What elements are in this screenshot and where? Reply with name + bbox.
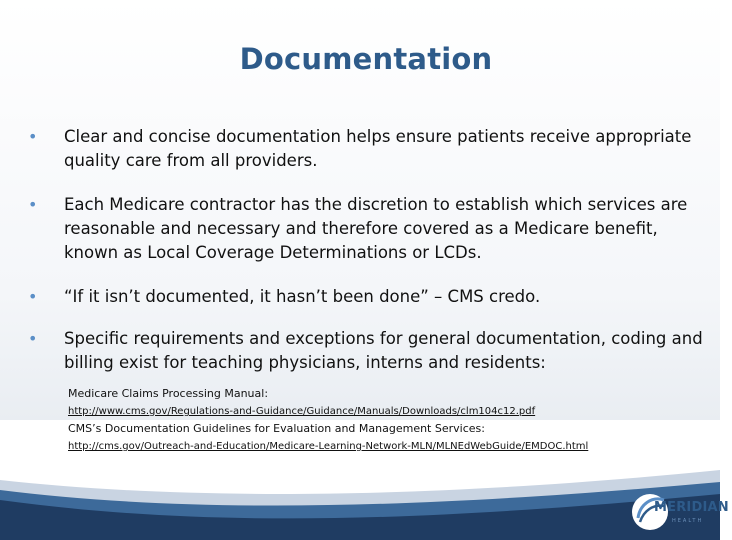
bullet-text: Clear and concise documentation helps ensure patients receive appropriate quality care from all providers. [64, 127, 692, 170]
bullet-text: Specific requirements and exceptions for general documentation, coding and billing exist for teaching physicians, interns and residents: [64, 329, 703, 372]
bullet-icon: • [28, 287, 38, 306]
reference-label-em-guidelines: CMS’s Documentation Guidelines for Evaluation and Management Services: [68, 422, 485, 435]
reference-block [68, 385, 688, 455]
bullet-icon: • [28, 329, 38, 348]
reference-label-claims-manual: Medicare Claims Processing Manual: [68, 387, 269, 400]
reference-link-em-guidelines[interactable]: http://cms.gov/Outreach-and-Education/Medicare-Learning-Network-MLN/MLNEdWebGuide/EMDOC.html [68, 441, 589, 452]
logo-subtitle: HEALTH [672, 518, 704, 524]
bullet-icon: • [28, 195, 38, 214]
footer-swoosh [0, 460, 720, 540]
bullet-icon: • [28, 127, 38, 146]
bullet-text: Each Medicare contractor has the discretion to establish which services are reasonable and necessary and therefore covered as a Medicare benefit, known as Local Coverage Determinations or LCDs. [64, 195, 688, 262]
slide-title: Documentation [239, 42, 493, 76]
logo-name: MERIDIAN [654, 500, 729, 515]
bullet-text: “If it isn’t documented, it hasn’t been done” – CMS credo. [64, 287, 541, 306]
reference-link-claims-manual[interactable]: http://www.cms.gov/Regulations-and-Guidance/Guidance/Manuals/Downloads/clm104c12.pdf [68, 406, 536, 417]
